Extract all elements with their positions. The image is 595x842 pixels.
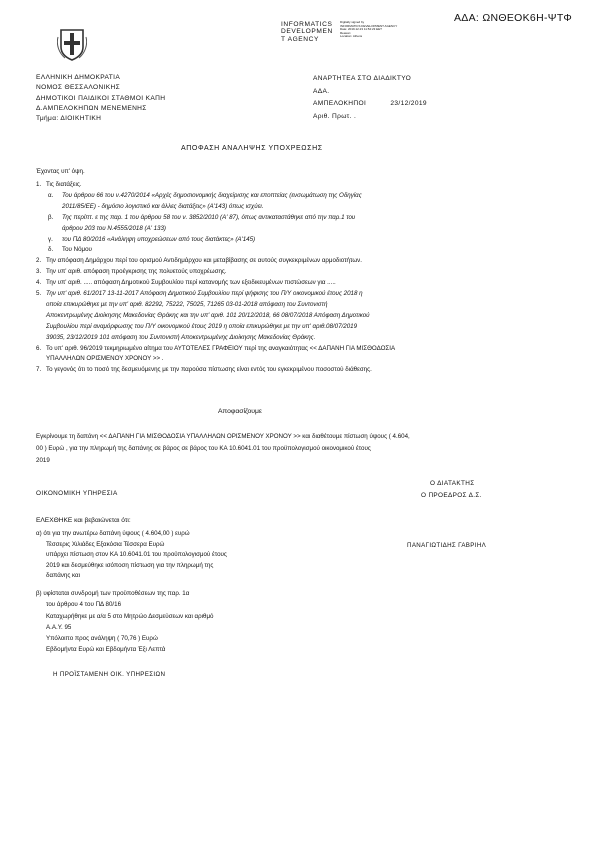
list-item-text: 39035, 23/12/2019 101 απόφαση του Συντονιστή Αποκεντρωμένης Διοίκησης Μακεδονίας Θράκης.: [46, 333, 316, 341]
ia-word-1: INFORMATICS: [281, 21, 333, 28]
block-b-line: Α.Α.Υ. 95: [46, 623, 72, 631]
block-b-line: του άρθρου 4 του ΠΔ 80/16: [46, 601, 122, 609]
list-item-text: Τις διατάξεις.: [46, 181, 82, 188]
list-item-text: του ΠΔ 80/2016 «Ανάληψη υποχρεώσεων από τους διατάκτες» (Α'145): [62, 235, 256, 243]
signer-name: ΠΑΝΑΓΙΩΤΙΔΗΣ ΓΑΒΡΙΗΛ: [407, 542, 487, 549]
list-item-number: 5.: [36, 290, 42, 297]
list-item-text: Της περίπτ. ε της παρ. 1 του άρθρου 58 του ν. 3852/2010 (Α' 87), όπως αντικαταστάθηκε από την παρ.1 του: [62, 213, 356, 221]
sig-line: Reason:: [340, 30, 352, 35]
decision-text: [36, 431, 410, 468]
diataktis-title: Ο ΠΡΟΕΔΡΟΣ Δ.Σ.: [421, 492, 482, 499]
list-item-number: 2.: [36, 257, 42, 265]
header-left-line: ΕΛΛΗΝΙΚΗ ΔΗΜΟΚΡΑΤΙΑ: [36, 74, 121, 81]
list-item-number: 4.: [36, 279, 42, 287]
header-left-line: ΔΗΜΟΤΙΚΟΙ ΠΑΙΔΙΚΟΙ ΣΤΑΘΜΟΙ ΚΑΠΗ: [36, 94, 166, 102]
sig-line: Date: 2019.12.23 11:52:23 EET: [340, 27, 382, 32]
list-item-text: Την υπ' αριθ. 61/2017 13-11-2017 Απόφαση Δημοτικού Συμβουλίου περί ψήφισης του Π/Υ οικονομικού έτους 2018 η: [46, 290, 363, 297]
block-a: [36, 529, 227, 582]
list-item-text: Του Νόμου: [62, 246, 92, 254]
header-right-place-date: [313, 98, 427, 111]
list-item-text: Του άρθρου 66 του ν.4270/2014 «Αρχές δημοσιονομικής διαχείρισης και εποπτείας (ενσωμάτωση της Οδηγίας: [62, 191, 362, 199]
list-item-text: 2011/85/ΕΕ) - δημόσιο λογιστικό και άλλες διατάξεις» (Α'143) όπως ισχύει.: [62, 202, 264, 210]
sig-line: Location: Athens: [340, 34, 363, 39]
decide-heading: Αποφασίζουμε: [218, 408, 262, 415]
header-left-line: ΝΟΜΟΣ ΘΕΣΣΑΛΟΝΙΚΗΣ: [36, 84, 121, 92]
block-b-line: Καταχωρήθηκε με α/α 5 στο Μητρώο Δεσμεύσεων και αριθμό: [46, 612, 214, 620]
checked-heading: ΕΛΕΧΘΗΚΕ και βεβαιώνεται ότι:: [36, 517, 131, 524]
list-item-number: 7.: [36, 366, 42, 374]
sig-line: INFORMATICS DEVELOPMENT AGENCY: [340, 23, 398, 28]
header-left-line: Τμήμα: ΔΙΟΙΚΗΤΙΚΗ: [36, 115, 102, 123]
header-right-date: 23/12/2019: [390, 100, 427, 107]
list-item-number: α.: [48, 191, 54, 199]
digital-signature-block: [340, 21, 397, 39]
block-a-line: 2019 και δεσμεύθηκε ισόποση πίστωση για την πληρωμή της: [46, 561, 214, 569]
header-right-line4: Αριθ. Πρωτ. .: [313, 112, 357, 120]
list-item-number: δ.: [48, 246, 54, 254]
block-a-line: υπάρχει πίστωση στον ΚΑ 10.6041.01 του προϋπολογισμού έτους: [46, 551, 227, 559]
list-item-text: Αποκεντρωμένης Διοίκησης Μακεδονίας Θράκης και την υπ' αριθ. 101 20/12/2018, 66 08/07/2018 Απόφαση Δημοτικού: [46, 311, 370, 319]
document-title: ΑΠΟΦΑΣΗ ΑΝΑΛΗΨΗΣ ΥΠΟΧΡΕΩΣΗΣ: [181, 145, 323, 152]
header-right: [313, 73, 427, 123]
list-item-text: Συμβουλίου περί αναμόρφωσης του Π/Υ οικονομικού έτους 2019 η οποία επικυρώθηκε με την υπ' αριθ.08/07/2019: [46, 322, 358, 330]
block-b-line: β) υφίσταται συνδρομή των προϋποθέσεων της παρ. 1α: [36, 590, 190, 597]
list-item-text: Το υπ' αριθ. 96/2019 τεκμηριωμένο αίτημα του ΑΥΤΟΤΕΛΕΣ ΓΡΑΦΕΙΟΥ περί της αναγκαιότητας << ΔΑΠΑΝΗ ΓΙΑ ΜΙΣΘΟΔΟΣΙΑ: [46, 344, 396, 352]
list-item-text: οποία επικυρώθηκε με την υπ' αριθ. 82292, 75222, 75025, 71265 03-01-2018 απόφαση του Συντονιστή: [46, 300, 328, 308]
list-item-text: Την υπ' αριθ. ..... απόφαση Δημοτικού Συμβουλίου περί κατανομής των εξειδικευμένων πιστώσεων για .....: [46, 279, 336, 287]
list-item-number: 6.: [36, 344, 42, 352]
intro-text: Έχοντας υπ' όψη.: [36, 168, 85, 175]
header-left-line: Δ.ΑΜΠΕΛΟΚΗΠΩΝ ΜΕΝΕΜΕΝΗΣ: [36, 104, 147, 112]
decision-line: 00 ) Ευρώ , για την πληρωμή της δαπάνης σε βάρος σε βάρος του ΚΑ 10.6041.01 του προϋπολογισμού οικονομικού έτους: [36, 445, 371, 453]
block-a-line: α) ότι για την ανωτέρω δαπάνη ύψους ( 4.604,00 ) ευρώ: [36, 530, 190, 537]
greek-emblem-icon: [57, 27, 87, 61]
block-a-line: Τέσσερις Χιλιάδες Εξακόσια Τέσσερα Ευρώ: [46, 540, 165, 548]
ia-word-2: DEVELOPMEN: [281, 28, 333, 36]
block-b: [36, 588, 213, 656]
list-item-number: γ.: [48, 235, 53, 243]
sig-line: Digitally signed by: [340, 20, 365, 24]
decision-line: 2019: [36, 457, 50, 465]
list-item-text: Την απόφαση Δημάρχου περί του ορισμού Αντιδημάρχου και μεταβίβασης σε αυτούς συγκεκριμένων αρμοδιοτήτων.: [46, 257, 362, 265]
diataktis-label: Ο ΔΙΑΤΑΚΤΗΣ: [430, 480, 475, 487]
list-item-text: ΥΠΑΛΛΗΛΩΝ ΟΡΙΣΜΕΝΟΥ ΧΡΟΝΟΥ >> .: [46, 355, 164, 363]
ia-word-3: T AGENCY: [281, 35, 320, 43]
list-item-number: β.: [48, 213, 54, 221]
block-b-line: Εβδομήντα Ευρώ και Εβδομήντα Έξι Λεπτά: [46, 646, 166, 654]
ada-code: ΑΔΑ: ΩΝΘΕΟΚ6Η-ΨΤΦ: [454, 12, 573, 24]
economic-service-label: ΟΙΚΟΝΟΜΙΚΗ ΥΠΗΡΕΣΙΑ: [36, 490, 118, 497]
decision-line: Εγκρίνουμε τη δαπάνη << ΔΑΠΑΝΗ ΓΙΑ ΜΙΣΘΟΔΟΣΙΑ ΥΠΑΛΛΗΛΩΝ ΟΡΙΣΜΕΝΟΥ ΧΡΟΝΟΥ >> και διαθέτουμε πίστωση ύψους ( 4.604,: [36, 433, 410, 440]
list-item-number: 1.: [36, 181, 42, 188]
header-right-line1: ΑΝΑΡΤΗΤΕΑ ΣΤΟ ΔΙΑΔΙΚΤΥΟ: [313, 75, 412, 82]
list-item-text: Το γεγονός ότι το ποσό της δεσμευόμενης με την παρούσα πίστωσης είναι εντός του εγκεκριμένου ποσοστού διάθεσης.: [46, 366, 372, 374]
header-right-place: ΑΜΠΕΛΟΚΗΠΟΙ: [313, 100, 367, 107]
list-item-number: 3.: [36, 268, 42, 276]
header-left: [36, 73, 165, 124]
list-item-text: Την υπ' αριθ. απόφαση προέγκρισης της πολυετούς υποχρέωσης.: [46, 268, 227, 276]
list-item-text: άρθρου 203 του Ν.4555/2018 (Α' 133): [62, 224, 166, 232]
header-right-line2: ΑΔΑ.: [313, 87, 330, 95]
ia-logo: [281, 21, 333, 43]
block-a-line: δαπάνης και: [46, 572, 80, 580]
head-services-label: Η ΠΡΟΪΣΤΑΜΕΝΗ ΟΙΚ. ΥΠΗΡΕΣΙΩΝ: [53, 671, 166, 678]
block-b-line: Υπόλοιπο προς ανάληψη ( 70,76 ) Ευρώ: [46, 635, 158, 643]
